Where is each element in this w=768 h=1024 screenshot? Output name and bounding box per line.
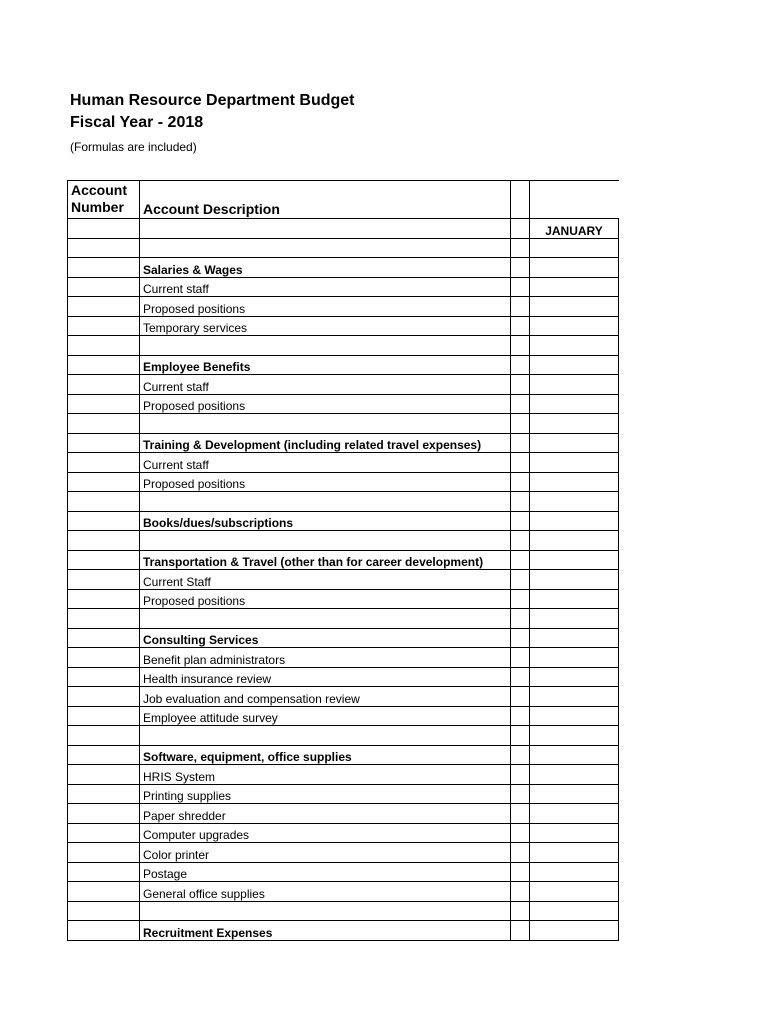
account-number-cell[interactable]	[68, 628, 140, 648]
table-row	[68, 843, 619, 863]
table-row	[68, 277, 619, 297]
spacer-cell[interactable]	[511, 531, 530, 551]
account-number-cell[interactable]	[68, 453, 140, 473]
account-number-cell[interactable]	[68, 589, 140, 609]
account-description-cell[interactable]: Postage	[140, 862, 511, 882]
spacer-cell[interactable]	[511, 745, 530, 765]
january-amount-cell[interactable]	[530, 862, 619, 882]
table-row	[68, 648, 619, 668]
account-description-cell[interactable]: Temporary services	[140, 316, 511, 336]
january-amount-cell[interactable]	[530, 316, 619, 336]
header-spacer-cell[interactable]	[511, 181, 530, 219]
header-account-line1: Account	[71, 182, 127, 198]
spacer-cell[interactable]	[511, 706, 530, 726]
january-amount-cell[interactable]	[530, 511, 619, 531]
account-number-cell[interactable]	[68, 706, 140, 726]
month-row-spacer-cell[interactable]	[511, 219, 530, 239]
table-row	[68, 258, 619, 278]
spacer-cell[interactable]	[511, 843, 530, 863]
spacer-cell[interactable]	[511, 667, 530, 687]
january-amount-cell[interactable]	[530, 609, 619, 629]
account-description-cell[interactable]	[140, 492, 511, 512]
spacer-cell[interactable]	[511, 492, 530, 512]
january-amount-cell[interactable]	[530, 667, 619, 687]
account-description-cell[interactable]: Paper shredder	[140, 804, 511, 824]
account-number-cell[interactable]	[68, 882, 140, 902]
account-description-cell[interactable]: Current staff	[140, 453, 511, 473]
january-amount-cell[interactable]	[530, 921, 619, 941]
january-amount-cell[interactable]	[530, 453, 619, 473]
january-amount-cell[interactable]	[530, 414, 619, 434]
account-description-cell[interactable]: Proposed positions	[140, 297, 511, 317]
spacer-cell[interactable]	[511, 862, 530, 882]
account-description-cell[interactable]	[140, 414, 511, 434]
january-amount-cell[interactable]	[530, 531, 619, 551]
header-account-description[interactable]: Account Description	[140, 181, 511, 219]
section-heading-cell[interactable]: Transportation & Travel (other than for career development)	[140, 550, 511, 570]
account-description-cell[interactable]: Current staff	[140, 277, 511, 297]
account-number-cell[interactable]	[68, 804, 140, 824]
account-number-cell[interactable]	[68, 355, 140, 375]
formulas-note: (Formulas are included)	[70, 140, 197, 154]
spacer-cell[interactable]	[511, 687, 530, 707]
january-amount-cell[interactable]	[530, 648, 619, 668]
account-description-cell[interactable]	[140, 238, 511, 258]
account-description-cell[interactable]	[140, 531, 511, 551]
january-amount-cell[interactable]	[530, 589, 619, 609]
account-description-cell[interactable]: Printing supplies	[140, 784, 511, 804]
account-number-cell[interactable]	[68, 336, 140, 356]
account-number-cell[interactable]	[68, 550, 140, 570]
account-number-cell[interactable]	[68, 511, 140, 531]
table-row	[68, 375, 619, 395]
account-description-cell[interactable]: Benefit plan administrators	[140, 648, 511, 668]
spacer-cell[interactable]	[511, 336, 530, 356]
january-amount-cell[interactable]	[530, 258, 619, 278]
account-number-cell[interactable]	[68, 667, 140, 687]
spacer-cell[interactable]	[511, 882, 530, 902]
account-description-cell[interactable]: Proposed positions	[140, 472, 511, 492]
table-row	[68, 355, 619, 375]
table-row	[68, 823, 619, 843]
table-row	[68, 609, 619, 629]
section-heading-cell[interactable]: Software, equipment, office supplies	[140, 745, 511, 765]
account-number-cell[interactable]	[68, 531, 140, 551]
spacer-cell[interactable]	[511, 901, 530, 921]
account-number-cell[interactable]	[68, 316, 140, 336]
table-row	[68, 589, 619, 609]
spacer-cell[interactable]	[511, 628, 530, 648]
header-account-line2: Number	[71, 199, 124, 215]
section-heading-cell[interactable]: Recruitment Expenses	[140, 921, 511, 941]
account-number-cell[interactable]	[68, 648, 140, 668]
account-number-cell[interactable]	[68, 277, 140, 297]
table-row	[68, 453, 619, 473]
account-description-cell[interactable]: Employee attitude survey	[140, 706, 511, 726]
account-description-cell[interactable]: Computer upgrades	[140, 823, 511, 843]
account-number-cell[interactable]	[68, 687, 140, 707]
table-row	[68, 550, 619, 570]
spacer-cell[interactable]	[511, 784, 530, 804]
table-row	[68, 628, 619, 648]
january-amount-cell[interactable]	[530, 570, 619, 590]
table-row	[68, 433, 619, 453]
january-amount-cell[interactable]	[530, 355, 619, 375]
header-month-cell[interactable]	[530, 181, 619, 219]
account-number-cell[interactable]	[68, 726, 140, 746]
section-heading-cell[interactable]: Employee Benefits	[140, 355, 511, 375]
spacer-cell[interactable]	[511, 609, 530, 629]
account-number-cell[interactable]	[68, 901, 140, 921]
month-row-account-cell[interactable]	[68, 219, 140, 239]
table-row	[68, 901, 619, 921]
table-row	[68, 492, 619, 512]
january-amount-cell[interactable]	[530, 823, 619, 843]
account-number-cell[interactable]	[68, 921, 140, 941]
january-amount-cell[interactable]	[530, 687, 619, 707]
account-description-cell[interactable]: Current staff	[140, 375, 511, 395]
spacer-cell[interactable]	[511, 726, 530, 746]
january-amount-cell[interactable]	[530, 765, 619, 785]
table-row	[68, 862, 619, 882]
section-heading-cell[interactable]: Salaries & Wages	[140, 258, 511, 278]
table-row	[68, 784, 619, 804]
january-amount-cell[interactable]	[530, 550, 619, 570]
spacer-cell[interactable]	[511, 433, 530, 453]
spacer-cell[interactable]	[511, 589, 530, 609]
table-header-row	[68, 181, 619, 219]
header-account-number[interactable]	[68, 181, 140, 219]
account-number-cell[interactable]	[68, 433, 140, 453]
month-row-description-cell[interactable]	[140, 219, 511, 239]
month-row	[68, 219, 619, 239]
january-amount-cell[interactable]	[530, 882, 619, 902]
spacer-cell[interactable]	[511, 394, 530, 414]
account-number-cell[interactable]	[68, 843, 140, 863]
account-number-cell[interactable]	[68, 784, 140, 804]
account-number-cell[interactable]	[68, 414, 140, 434]
january-amount-cell[interactable]	[530, 726, 619, 746]
account-number-cell[interactable]	[68, 394, 140, 414]
table-row	[68, 511, 619, 531]
january-amount-cell[interactable]	[530, 628, 619, 648]
account-description-cell[interactable]: HRIS System	[140, 765, 511, 785]
account-description-cell[interactable]: Proposed positions	[140, 394, 511, 414]
spacer-cell[interactable]	[511, 297, 530, 317]
table-row	[68, 765, 619, 785]
january-amount-cell[interactable]	[530, 492, 619, 512]
table-row	[68, 706, 619, 726]
account-number-cell[interactable]	[68, 238, 140, 258]
account-number-cell[interactable]	[68, 745, 140, 765]
january-amount-cell[interactable]	[530, 901, 619, 921]
account-description-cell[interactable]	[140, 336, 511, 356]
table-row	[68, 336, 619, 356]
january-amount-cell[interactable]	[530, 784, 619, 804]
account-description-cell[interactable]: Color printer	[140, 843, 511, 863]
table-row	[68, 882, 619, 902]
table-row	[68, 687, 619, 707]
table-row	[68, 472, 619, 492]
section-heading-cell[interactable]: Books/dues/subscriptions	[140, 511, 511, 531]
january-amount-cell[interactable]	[530, 238, 619, 258]
january-amount-cell[interactable]	[530, 336, 619, 356]
spacer-cell[interactable]	[511, 453, 530, 473]
account-number-cell[interactable]	[68, 570, 140, 590]
account-description-cell[interactable]	[140, 901, 511, 921]
account-number-cell[interactable]	[68, 297, 140, 317]
january-amount-cell[interactable]	[530, 843, 619, 863]
spacer-cell[interactable]	[511, 472, 530, 492]
january-amount-cell[interactable]	[530, 472, 619, 492]
january-amount-cell[interactable]	[530, 804, 619, 824]
month-label-january[interactable]: JANUARY	[530, 219, 619, 239]
document-title: Human Resource Department Budget	[70, 92, 355, 109]
table-row	[68, 921, 619, 941]
table-row	[68, 316, 619, 336]
table-row	[68, 394, 619, 414]
account-number-cell[interactable]	[68, 492, 140, 512]
table-row	[68, 414, 619, 434]
spacer-cell[interactable]	[511, 804, 530, 824]
spacer-cell[interactable]	[511, 823, 530, 843]
account-number-cell[interactable]	[68, 258, 140, 278]
table-row	[68, 667, 619, 687]
spacer-cell[interactable]	[511, 375, 530, 395]
table-row	[68, 238, 619, 258]
january-amount-cell[interactable]	[530, 375, 619, 395]
january-amount-cell[interactable]	[530, 277, 619, 297]
account-description-cell[interactable]: Job evaluation and compensation review	[140, 687, 511, 707]
section-heading-cell[interactable]: Consulting Services	[140, 628, 511, 648]
spacer-cell[interactable]	[511, 648, 530, 668]
account-description-cell[interactable]	[140, 609, 511, 629]
account-description-cell[interactable]: Health insurance review	[140, 667, 511, 687]
spacer-cell[interactable]	[511, 238, 530, 258]
account-description-cell[interactable]: Current Staff	[140, 570, 511, 590]
account-number-cell[interactable]	[68, 765, 140, 785]
spacer-cell[interactable]	[511, 570, 530, 590]
table-row	[68, 297, 619, 317]
spacer-cell[interactable]	[511, 316, 530, 336]
account-number-cell[interactable]	[68, 609, 140, 629]
account-description-cell[interactable]	[140, 726, 511, 746]
account-description-cell[interactable]: General office supplies	[140, 882, 511, 902]
fiscal-year-title: Fiscal Year - 2018	[70, 114, 204, 131]
spacer-cell[interactable]	[511, 550, 530, 570]
budget-table	[67, 180, 619, 941]
spacer-cell[interactable]	[511, 511, 530, 531]
account-number-cell[interactable]	[68, 862, 140, 882]
spacer-cell[interactable]	[511, 258, 530, 278]
table-row	[68, 745, 619, 765]
spacer-cell[interactable]	[511, 414, 530, 434]
january-amount-cell[interactable]	[530, 706, 619, 726]
account-number-cell[interactable]	[68, 472, 140, 492]
january-amount-cell[interactable]	[530, 297, 619, 317]
january-amount-cell[interactable]	[530, 745, 619, 765]
account-number-cell[interactable]	[68, 823, 140, 843]
spacer-cell[interactable]	[511, 765, 530, 785]
january-amount-cell[interactable]	[530, 394, 619, 414]
spacer-cell[interactable]	[511, 921, 530, 941]
january-amount-cell[interactable]	[530, 433, 619, 453]
account-description-cell[interactable]: Proposed positions	[140, 589, 511, 609]
spacer-cell[interactable]	[511, 355, 530, 375]
table-row	[68, 570, 619, 590]
table-row	[68, 531, 619, 551]
section-heading-cell[interactable]: Training & Development (including related travel expenses)	[140, 433, 511, 453]
table-row	[68, 804, 619, 824]
account-number-cell[interactable]	[68, 375, 140, 395]
spacer-cell[interactable]	[511, 277, 530, 297]
table-row	[68, 726, 619, 746]
